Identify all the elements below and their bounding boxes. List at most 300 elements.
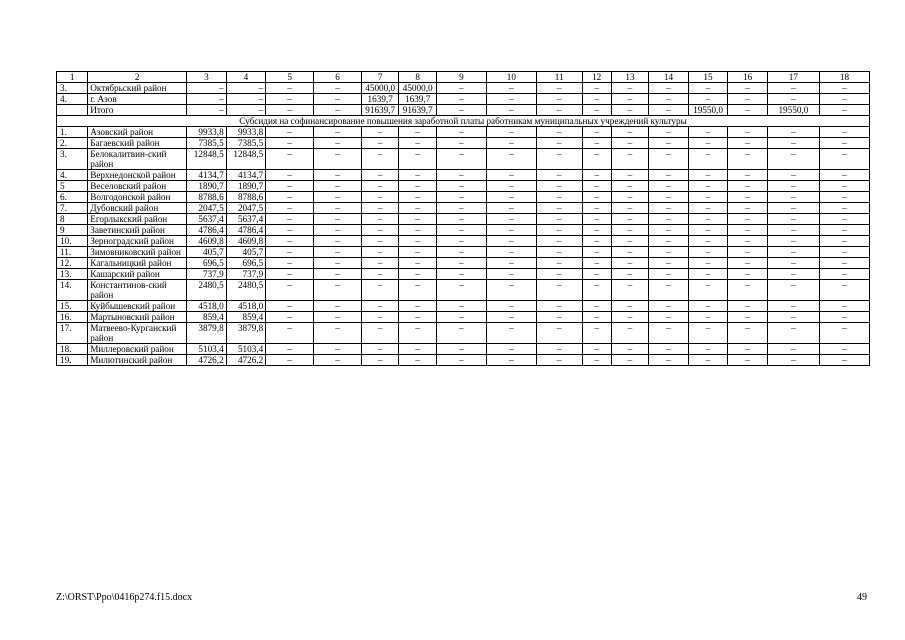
section-title-row xyxy=(57,116,870,127)
table-cell: 1890,7 xyxy=(187,181,227,192)
table-cell: – xyxy=(728,258,768,269)
table-cell: – xyxy=(226,83,266,94)
table-cell: – xyxy=(314,192,362,203)
table-cell: – xyxy=(361,225,398,236)
table-cell: 11. xyxy=(57,247,88,258)
table-cell: – xyxy=(611,280,648,301)
table-cell: Азовский район xyxy=(88,127,187,138)
table-cell: – xyxy=(314,105,362,116)
table-cell: – xyxy=(486,94,536,105)
table-cell: – xyxy=(536,105,582,116)
column-header: 3 xyxy=(187,72,227,83)
table-cell: – xyxy=(767,170,819,181)
table-cell: – xyxy=(819,301,869,312)
table-cell: 4609,8 xyxy=(226,236,266,247)
column-header: 2 xyxy=(88,72,187,83)
table-cell: – xyxy=(536,127,582,138)
table-cell: – xyxy=(314,323,362,344)
table-cell: – xyxy=(486,170,536,181)
table-cell: – xyxy=(314,127,362,138)
table-cell: – xyxy=(266,192,314,203)
table-cell: – xyxy=(728,323,768,344)
table-cell: – xyxy=(728,138,768,149)
table-cell: – xyxy=(486,280,536,301)
table-cell: 17. xyxy=(57,323,88,344)
table-cell: – xyxy=(688,214,728,225)
table-cell: – xyxy=(361,323,398,344)
table-cell: – xyxy=(767,247,819,258)
table-cell: – xyxy=(399,225,436,236)
column-header: 6 xyxy=(314,72,362,83)
table-cell: – xyxy=(187,83,227,94)
table-cell: 10. xyxy=(57,236,88,247)
table-cell: – xyxy=(314,83,362,94)
table-cell: – xyxy=(361,269,398,280)
table-cell: – xyxy=(649,312,689,323)
table-cell: – xyxy=(728,312,768,323)
table-cell: 8788,6 xyxy=(226,192,266,203)
table-cell: – xyxy=(688,225,728,236)
table-cell: – xyxy=(582,236,611,247)
table-cell: – xyxy=(611,323,648,344)
table-cell: – xyxy=(536,214,582,225)
table-cell: – xyxy=(728,247,768,258)
table-cell: – xyxy=(688,203,728,214)
column-header: 9 xyxy=(436,72,486,83)
table-cell: Верхнедонской район xyxy=(88,170,187,181)
table-cell: 8 xyxy=(57,214,88,225)
table-cell: – xyxy=(611,203,648,214)
table-cell: – xyxy=(536,138,582,149)
table-row xyxy=(57,170,870,181)
table-cell: – xyxy=(486,247,536,258)
table-row xyxy=(57,192,870,203)
table-cell: – xyxy=(582,355,611,366)
column-header: 1 xyxy=(57,72,88,83)
table-cell: – xyxy=(536,280,582,301)
table-cell: Константинов-ский район xyxy=(88,280,187,301)
table-cell: – xyxy=(688,138,728,149)
table-cell: 2480,5 xyxy=(226,280,266,301)
table-cell: – xyxy=(226,105,266,116)
table-cell: – xyxy=(819,94,869,105)
table-row xyxy=(57,214,870,225)
column-header: 15 xyxy=(688,72,728,83)
table-cell: – xyxy=(399,301,436,312)
table-cell: – xyxy=(266,94,314,105)
table-cell: 9933,8 xyxy=(187,127,227,138)
table-cell: 91639,7 xyxy=(399,105,436,116)
table-cell: – xyxy=(187,105,227,116)
table-cell: – xyxy=(226,94,266,105)
table-cell: – xyxy=(486,83,536,94)
table-cell: 3879,8 xyxy=(187,323,227,344)
table-cell: – xyxy=(582,181,611,192)
table-cell: 4. xyxy=(57,170,88,181)
table-cell: – xyxy=(611,258,648,269)
table-cell: – xyxy=(688,170,728,181)
table-cell: – xyxy=(611,170,648,181)
table-cell: – xyxy=(486,258,536,269)
table-cell: – xyxy=(649,214,689,225)
table-cell: – xyxy=(436,269,486,280)
table-row xyxy=(57,127,870,138)
table-cell: Миллеровский район xyxy=(88,344,187,355)
table-cell: – xyxy=(536,312,582,323)
table-cell: – xyxy=(582,258,611,269)
table-cell: – xyxy=(767,355,819,366)
table-cell: 2047,5 xyxy=(187,203,227,214)
table-cell: – xyxy=(649,203,689,214)
table-cell: – xyxy=(314,214,362,225)
table-cell: Волгодонской район xyxy=(88,192,187,203)
table-cell: – xyxy=(436,247,486,258)
table-cell: г. Азов xyxy=(88,94,187,105)
table-cell: – xyxy=(582,83,611,94)
table-cell: – xyxy=(649,105,689,116)
table-cell: Кашарский район xyxy=(88,269,187,280)
table-cell: – xyxy=(649,344,689,355)
table-cell: – xyxy=(399,247,436,258)
table-cell: – xyxy=(436,236,486,247)
column-header: 4 xyxy=(226,72,266,83)
table-cell: Белокалитвин-ский район xyxy=(88,149,187,170)
table-cell: – xyxy=(314,149,362,170)
table-cell: – xyxy=(688,344,728,355)
table-cell: – xyxy=(536,192,582,203)
table-cell: Октябрьский район xyxy=(88,83,187,94)
table-cell: – xyxy=(266,258,314,269)
table-cell: – xyxy=(819,312,869,323)
table-cell: – xyxy=(436,170,486,181)
table-cell: Матвеево-Курганский район xyxy=(88,323,187,344)
table-cell: – xyxy=(266,214,314,225)
table-cell: 4726,2 xyxy=(187,355,227,366)
table-cell: – xyxy=(728,280,768,301)
table-cell: 16. xyxy=(57,312,88,323)
table-cell: – xyxy=(649,323,689,344)
budget-table xyxy=(56,71,870,366)
table-cell: – xyxy=(486,236,536,247)
table-cell: – xyxy=(314,225,362,236)
table-cell: – xyxy=(314,355,362,366)
table-row xyxy=(57,323,870,344)
table-cell: 5103,4 xyxy=(187,344,227,355)
table-cell: – xyxy=(187,94,227,105)
table-cell: – xyxy=(582,301,611,312)
table-cell: 3879,8 xyxy=(226,323,266,344)
table-cell: – xyxy=(582,127,611,138)
table-cell: – xyxy=(399,181,436,192)
table-cell: – xyxy=(688,83,728,94)
column-header: 16 xyxy=(728,72,768,83)
table-cell: – xyxy=(436,344,486,355)
table-cell: 3. xyxy=(57,83,88,94)
table-cell: 19550,0 xyxy=(688,105,728,116)
table-cell: Дубовский район xyxy=(88,203,187,214)
table-cell: – xyxy=(486,225,536,236)
table-cell: – xyxy=(728,236,768,247)
table-cell: – xyxy=(611,149,648,170)
table-cell: – xyxy=(819,280,869,301)
table-cell: – xyxy=(728,170,768,181)
table-cell: – xyxy=(486,105,536,116)
table-row xyxy=(57,181,870,192)
table-cell: – xyxy=(767,236,819,247)
table-cell: – xyxy=(611,344,648,355)
table-cell: – xyxy=(266,323,314,344)
table-cell: – xyxy=(399,192,436,203)
table-cell: – xyxy=(314,138,362,149)
table-cell: – xyxy=(436,355,486,366)
table-cell: – xyxy=(314,247,362,258)
table-cell: – xyxy=(266,236,314,247)
table-row xyxy=(57,83,870,94)
table-cell: 1639,7 xyxy=(361,94,398,105)
table-cell: – xyxy=(536,258,582,269)
table-cell: – xyxy=(314,181,362,192)
table-cell: – xyxy=(536,181,582,192)
table-cell: 4786,4 xyxy=(226,225,266,236)
table-cell: – xyxy=(611,301,648,312)
table-cell: – xyxy=(436,323,486,344)
column-header: 7 xyxy=(361,72,398,83)
table-cell: 4134,7 xyxy=(187,170,227,181)
table-cell: – xyxy=(361,149,398,170)
table-cell: – xyxy=(266,344,314,355)
table-cell: – xyxy=(582,214,611,225)
table-cell: – xyxy=(361,247,398,258)
table-cell: – xyxy=(649,127,689,138)
table-cell: – xyxy=(266,181,314,192)
table-cell: – xyxy=(361,236,398,247)
table-cell: 4786,4 xyxy=(187,225,227,236)
table-cell: – xyxy=(399,170,436,181)
table-cell: – xyxy=(399,312,436,323)
table-cell: – xyxy=(819,225,869,236)
table-cell: – xyxy=(767,203,819,214)
table-cell: – xyxy=(436,181,486,192)
table-cell: 45000,0 xyxy=(361,83,398,94)
table-cell: – xyxy=(649,269,689,280)
table-cell: – xyxy=(436,312,486,323)
table-cell: – xyxy=(767,301,819,312)
table-cell: – xyxy=(688,301,728,312)
table-cell: – xyxy=(611,225,648,236)
table-cell: – xyxy=(688,192,728,203)
table-cell: – xyxy=(266,312,314,323)
table-cell: – xyxy=(314,203,362,214)
table-cell: – xyxy=(266,247,314,258)
table-cell: – xyxy=(399,355,436,366)
table-cell: 4609,8 xyxy=(187,236,227,247)
table-cell: – xyxy=(399,127,436,138)
table-cell: – xyxy=(649,149,689,170)
table-cell: 18. xyxy=(57,344,88,355)
table-cell: – xyxy=(728,355,768,366)
table-cell: – xyxy=(582,280,611,301)
table-cell: – xyxy=(266,138,314,149)
table-cell: – xyxy=(649,247,689,258)
table-cell: – xyxy=(688,258,728,269)
table-cell: 737,9 xyxy=(226,269,266,280)
table-cell: – xyxy=(728,105,768,116)
table-cell: – xyxy=(582,247,611,258)
table-cell: – xyxy=(611,181,648,192)
table-cell: – xyxy=(688,247,728,258)
table-cell: – xyxy=(536,323,582,344)
table-cell: – xyxy=(582,149,611,170)
table-cell: – xyxy=(611,192,648,203)
table-cell: – xyxy=(486,344,536,355)
column-header: 10 xyxy=(486,72,536,83)
table-cell: 4726,2 xyxy=(226,355,266,366)
table-row xyxy=(57,203,870,214)
table-cell: 5637,4 xyxy=(187,214,227,225)
table-cell: – xyxy=(582,192,611,203)
table-cell: 2. xyxy=(57,138,88,149)
table-cell: – xyxy=(688,355,728,366)
table-cell: 9 xyxy=(57,225,88,236)
table-row xyxy=(57,344,870,355)
table-cell: – xyxy=(266,83,314,94)
table-cell: – xyxy=(767,214,819,225)
column-header: 11 xyxy=(536,72,582,83)
table-cell: – xyxy=(361,192,398,203)
table-cell: – xyxy=(486,127,536,138)
table-cell: Егорлыкский район xyxy=(88,214,187,225)
table-cell: – xyxy=(611,138,648,149)
table-cell: – xyxy=(536,83,582,94)
table-cell: 7385,5 xyxy=(226,138,266,149)
table-cell: 5637,4 xyxy=(226,214,266,225)
table-cell: – xyxy=(536,301,582,312)
table-cell: 19550,0 xyxy=(767,105,819,116)
table-cell: – xyxy=(582,170,611,181)
table-cell: – xyxy=(819,203,869,214)
table-cell: – xyxy=(536,269,582,280)
table-cell: – xyxy=(436,105,486,116)
table-cell: – xyxy=(649,280,689,301)
table-cell: – xyxy=(486,301,536,312)
table-cell: – xyxy=(266,280,314,301)
table-cell: – xyxy=(361,214,398,225)
table-cell: – xyxy=(649,138,689,149)
table-cell: – xyxy=(611,269,648,280)
table-cell: – xyxy=(819,138,869,149)
table-row xyxy=(57,225,870,236)
table-cell: 4518,0 xyxy=(226,301,266,312)
table-cell: – xyxy=(436,214,486,225)
table-cell: – xyxy=(361,258,398,269)
table-cell: 14. xyxy=(57,280,88,301)
table-cell: 9933,8 xyxy=(226,127,266,138)
table-cell: – xyxy=(649,236,689,247)
table-cell: – xyxy=(819,149,869,170)
table-cell: – xyxy=(767,127,819,138)
table-cell: – xyxy=(688,323,728,344)
table-cell: – xyxy=(486,355,536,366)
table-cell: – xyxy=(399,203,436,214)
footer-file-path: Z:\ORST\Ppo\0416p274.f15.docx xyxy=(56,592,193,603)
table-cell: – xyxy=(361,280,398,301)
table-cell: 696,5 xyxy=(187,258,227,269)
table-cell: – xyxy=(819,236,869,247)
table-cell: – xyxy=(582,138,611,149)
table-cell: – xyxy=(611,312,648,323)
table-cell: – xyxy=(266,127,314,138)
table-cell: – xyxy=(361,181,398,192)
table-cell: – xyxy=(314,94,362,105)
table-row xyxy=(57,355,870,366)
table-cell: – xyxy=(728,344,768,355)
table-cell: – xyxy=(582,312,611,323)
table-cell: 1. xyxy=(57,127,88,138)
table-header-row xyxy=(57,72,870,83)
table-cell: – xyxy=(486,192,536,203)
table-cell: – xyxy=(611,214,648,225)
table-cell: – xyxy=(767,138,819,149)
table-cell: – xyxy=(688,312,728,323)
table-cell xyxy=(57,105,88,116)
table-cell: 12848,5 xyxy=(226,149,266,170)
table-cell: – xyxy=(767,344,819,355)
table-cell: – xyxy=(399,258,436,269)
table-cell: – xyxy=(649,301,689,312)
table-cell: – xyxy=(361,170,398,181)
table-cell: Куйбышевский район xyxy=(88,301,187,312)
table-cell: – xyxy=(819,355,869,366)
table-cell: – xyxy=(649,258,689,269)
table-cell: – xyxy=(536,355,582,366)
table-cell: 8788,6 xyxy=(187,192,227,203)
table-cell: – xyxy=(361,344,398,355)
table-cell: Итого xyxy=(88,105,187,116)
table-cell: 2047,5 xyxy=(226,203,266,214)
table-cell: – xyxy=(767,258,819,269)
table-cell: – xyxy=(688,280,728,301)
table-cell: Зерноградский район xyxy=(88,236,187,247)
table-cell: Мартыновский район xyxy=(88,312,187,323)
table-row xyxy=(57,247,870,258)
table-row xyxy=(57,301,870,312)
table-cell: 6. xyxy=(57,192,88,203)
table-cell: – xyxy=(819,83,869,94)
table-cell: – xyxy=(536,94,582,105)
table-cell: – xyxy=(536,149,582,170)
table-cell: – xyxy=(819,269,869,280)
table-cell: – xyxy=(582,344,611,355)
table-cell: – xyxy=(486,214,536,225)
table-cell: – xyxy=(314,258,362,269)
table-cell: – xyxy=(436,258,486,269)
table-cell: – xyxy=(819,192,869,203)
table-cell: – xyxy=(486,323,536,344)
table-cell: 1890,7 xyxy=(226,181,266,192)
table-cell: – xyxy=(314,344,362,355)
table-cell: – xyxy=(536,247,582,258)
table-cell: – xyxy=(399,323,436,344)
table-cell: 45000,0 xyxy=(399,83,436,94)
table-cell: – xyxy=(649,181,689,192)
table-cell: – xyxy=(688,269,728,280)
table-cell: – xyxy=(436,94,486,105)
table-cell: Милютинский район xyxy=(88,355,187,366)
column-header: 17 xyxy=(767,72,819,83)
table-cell: – xyxy=(536,236,582,247)
table-cell: – xyxy=(728,269,768,280)
table-row xyxy=(57,280,870,301)
